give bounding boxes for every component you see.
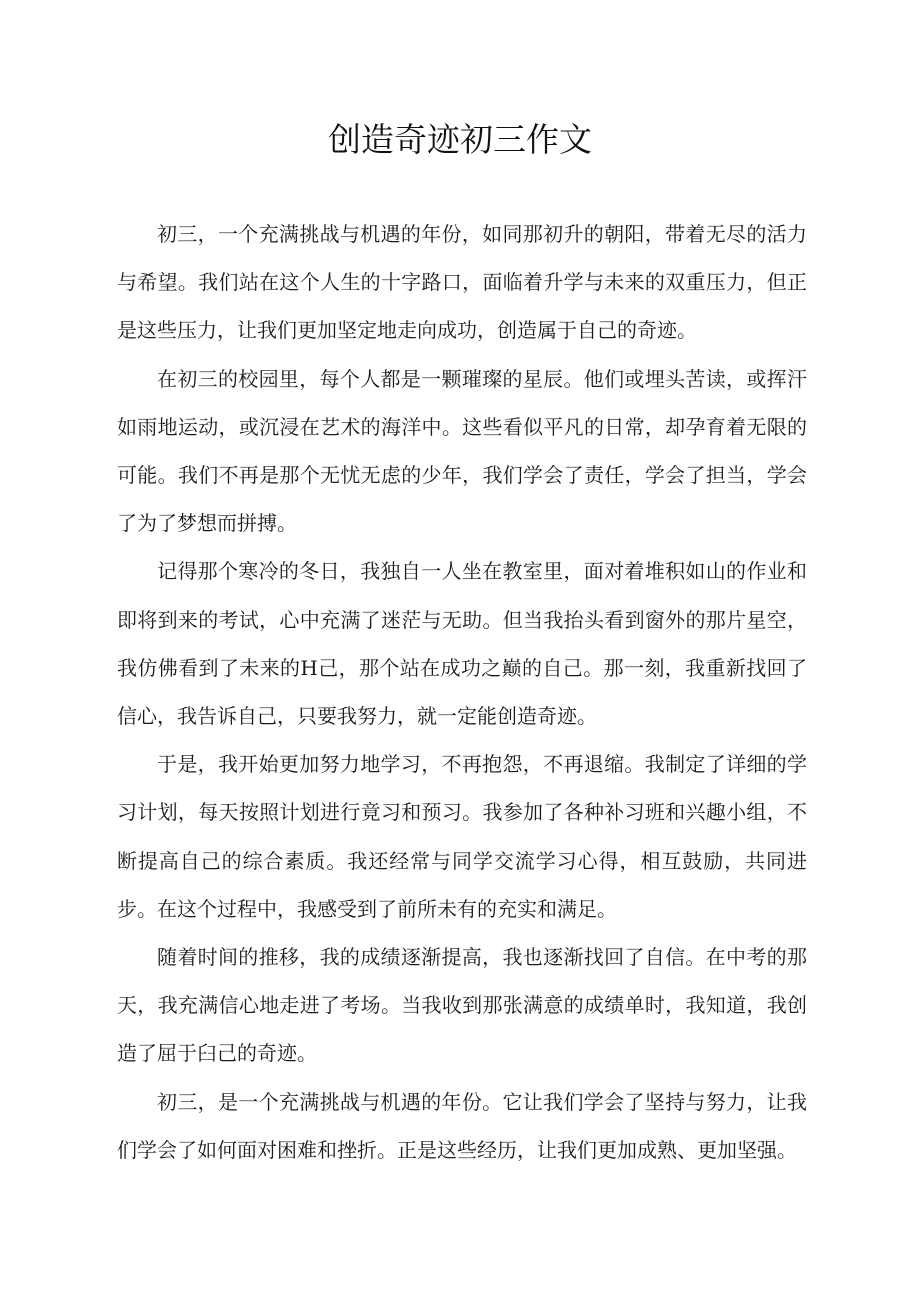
paragraph: 初三，一个充满挑战与机遇的年份，如同那初升的朝阳，带着无尽的活力与希望。我们站在这个人生的十字路口，面临着升学与未来的双重压力，但正是这些压力，让我们更加坚定地走向成功，创造属于自己的奇迹。 [117, 222, 807, 343]
paragraph: 在初三的校园里，每个人都是一颗璀璨的星辰。他们或埋头苦读，或挥汗如雨地运动，或沉浸在艺术的海洋中。这些看似平凡的日常，却孕育着无限的可能。我们不再是那个无忧无虑的少年，我们学会了责任，学会了担当，学会了为了梦想而拼搏。 [117, 366, 807, 536]
paragraph: 于是，我开始更加努力地学习，不再抱怨，不再退缩。我制定了详细的学习计划，每天按照计划进行竟习和预习。我参加了各种补习班和兴趣小组，不断提高自己的综合素质。我还经常与同学交流学习心得，相互鼓励，共同进步。在这个过程中，我感受到了前所未有的充实和满足。 [117, 752, 807, 921]
paragraph: 初三，是一个充满挑战与机遇的年份。它让我们学会了坚持与努力，让我们学会了如何面对困难和挫折。正是这些经历，让我们更加成熟、更加坚强。 [117, 1089, 807, 1162]
document-body [117, 210, 807, 1174]
paragraph: 随着时间的推移，我的成绩逐渐提高，我也逐渐找回了自信。在中考的那天，我充满信心地走进了考场。当我收到那张满意的成绩单时，我知道，我创造了屈于臼己的奇迹。 [117, 945, 807, 1066]
paragraph: 记得那个寒冷的冬日，我独自一人坐在教室里，面对着堆积如山的作业和即将到来的考试，心中充满了迷茫与无助。但当我抬头看到窗外的那片星空，我仿佛看到了未来的H己，那个站在成功之巅的自己。那一刻，我重新找回了信心，我告诉自己，只要我努力，就一定能创造奇迹。 [117, 559, 807, 729]
document-title: 创造奇迹初三作文 [328, 120, 592, 159]
